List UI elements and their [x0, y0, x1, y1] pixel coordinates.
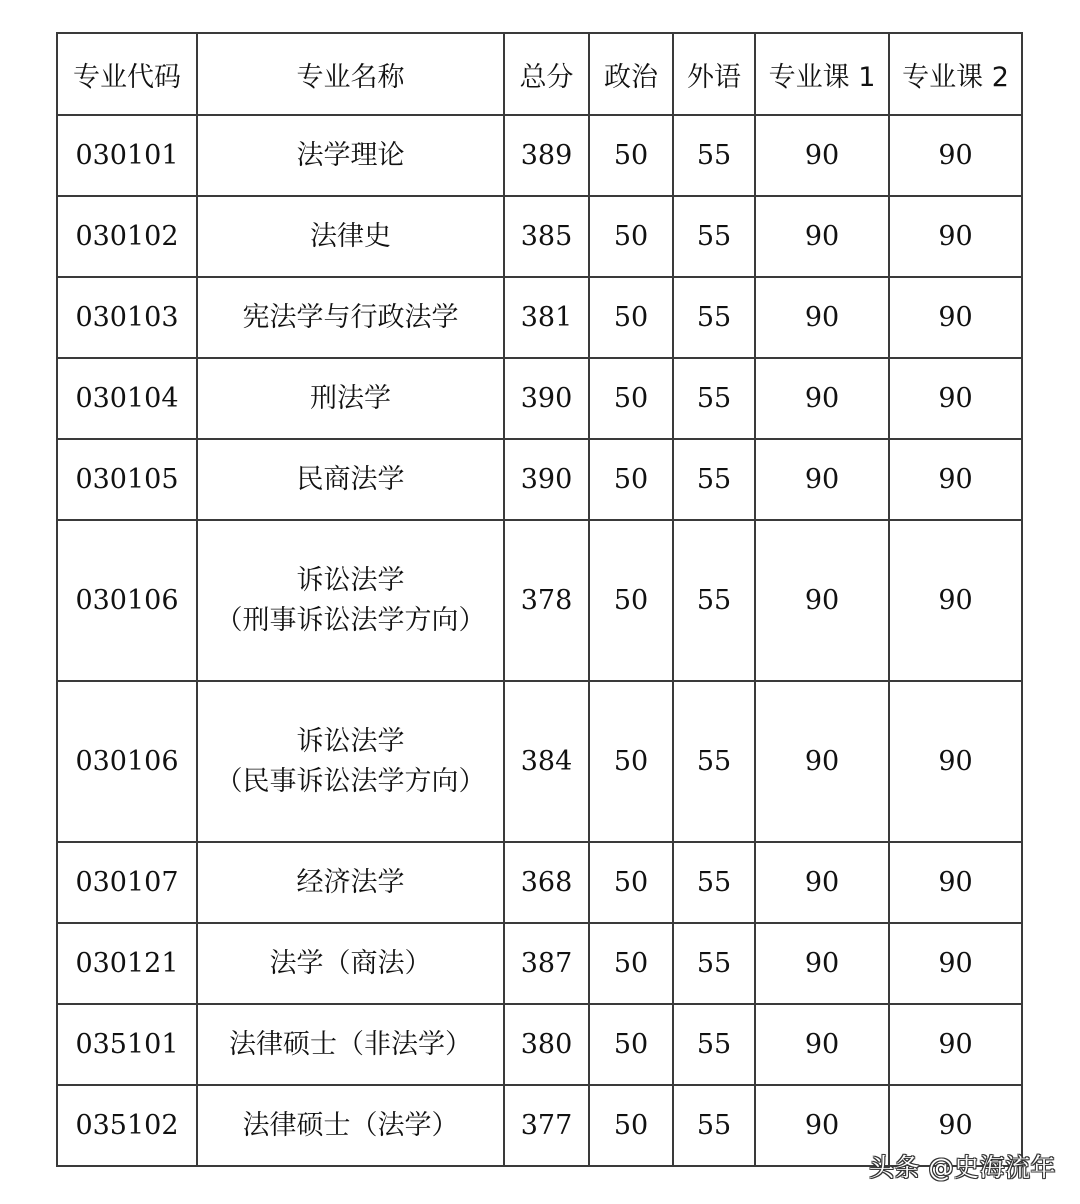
cell-major2: 90 [889, 115, 1022, 196]
cell-language: 55 [673, 1085, 755, 1166]
cell-code: 030107 [57, 842, 197, 923]
table-row [57, 277, 1022, 358]
name-line: 法学（商法） [269, 947, 432, 979]
cell-code: 030105 [57, 439, 197, 520]
cell-major1: 90 [755, 439, 889, 520]
cell-major2: 90 [889, 439, 1022, 520]
cell-major2: 90 [889, 520, 1022, 681]
name-line: 法学理论 [296, 139, 405, 171]
cell-politics: 50 [589, 439, 673, 520]
header-code: 专业代码 [57, 33, 197, 115]
cell-total: 389 [504, 115, 589, 196]
cell-major2: 90 [889, 358, 1022, 439]
header-language: 外语 [673, 33, 755, 115]
cell-name [197, 358, 504, 439]
name-line: （刑事诉讼法学方向） [215, 604, 486, 636]
name-line: 刑法学 [310, 382, 391, 414]
cell-language: 55 [673, 439, 755, 520]
cell-language: 55 [673, 115, 755, 196]
cell-total: 384 [504, 681, 589, 842]
cell-code: 030101 [57, 115, 197, 196]
name-line: 民商法学 [296, 463, 405, 495]
cell-major1: 90 [755, 115, 889, 196]
cell-code: 030121 [57, 923, 197, 1004]
watermark: 头条 @史海流年 [869, 1153, 1056, 1182]
name-line: 法律史 [310, 220, 391, 252]
table-row [57, 1004, 1022, 1085]
cell-total: 385 [504, 196, 589, 277]
cell-major1: 90 [755, 923, 889, 1004]
table-row [57, 115, 1022, 196]
header-name: 专业名称 [197, 33, 504, 115]
table-header [57, 33, 1022, 115]
cell-total: 387 [504, 923, 589, 1004]
cell-name [197, 842, 504, 923]
cell-name [197, 681, 504, 842]
table-row [57, 520, 1022, 681]
cell-name [197, 115, 504, 196]
cell-language: 55 [673, 681, 755, 842]
cell-politics: 50 [589, 1004, 673, 1085]
cell-politics: 50 [589, 681, 673, 842]
cell-code: 030106 [57, 520, 197, 681]
cell-major1: 90 [755, 842, 889, 923]
cell-politics: 50 [589, 520, 673, 681]
cell-major1: 90 [755, 358, 889, 439]
cell-politics: 50 [589, 277, 673, 358]
cell-language: 55 [673, 1004, 755, 1085]
cell-language: 55 [673, 196, 755, 277]
table-row [57, 358, 1022, 439]
cell-total: 380 [504, 1004, 589, 1085]
cell-total: 390 [504, 439, 589, 520]
cell-major1: 90 [755, 1004, 889, 1085]
cell-major2: 90 [889, 923, 1022, 1004]
table-row [57, 923, 1022, 1004]
cell-code: 035101 [57, 1004, 197, 1085]
name-line: 法律硕士（法学） [242, 1109, 459, 1141]
name-line: （民事诉讼法学方向） [215, 765, 486, 797]
cell-major2: 90 [889, 681, 1022, 842]
cell-total: 390 [504, 358, 589, 439]
cell-code: 035102 [57, 1085, 197, 1166]
cell-name [197, 277, 504, 358]
cell-politics: 50 [589, 115, 673, 196]
cell-language: 55 [673, 358, 755, 439]
cell-major1: 90 [755, 277, 889, 358]
cell-code: 030103 [57, 277, 197, 358]
cell-major2: 90 [889, 1085, 1022, 1166]
cell-name [197, 1085, 504, 1166]
name-line: 宪法学与行政法学 [242, 301, 459, 333]
cell-politics: 50 [589, 842, 673, 923]
cell-language: 55 [673, 842, 755, 923]
table-row [57, 842, 1022, 923]
cell-language: 55 [673, 520, 755, 681]
score-table [56, 32, 1023, 1167]
header-total: 总分 [504, 33, 589, 115]
table-body [57, 115, 1022, 1166]
cell-politics: 50 [589, 923, 673, 1004]
cell-language: 55 [673, 923, 755, 1004]
cell-total: 378 [504, 520, 589, 681]
cell-politics: 50 [589, 196, 673, 277]
cell-name [197, 196, 504, 277]
cell-major2: 90 [889, 1004, 1022, 1085]
header-major2: 专业课 2 [889, 33, 1022, 115]
header-politics: 政治 [589, 33, 673, 115]
cell-total: 381 [504, 277, 589, 358]
cell-major2: 90 [889, 277, 1022, 358]
cell-code: 030102 [57, 196, 197, 277]
cell-total: 368 [504, 842, 589, 923]
table-row [57, 681, 1022, 842]
name-line: 诉讼法学 [296, 725, 405, 757]
cell-name [197, 520, 504, 681]
cell-total: 377 [504, 1085, 589, 1166]
header-major1: 专业课 1 [755, 33, 889, 115]
cell-major2: 90 [889, 196, 1022, 277]
cell-name [197, 439, 504, 520]
cell-major2: 90 [889, 842, 1022, 923]
cell-code: 030104 [57, 358, 197, 439]
cell-politics: 50 [589, 358, 673, 439]
cell-politics: 50 [589, 1085, 673, 1166]
cell-language: 55 [673, 277, 755, 358]
cell-major1: 90 [755, 520, 889, 681]
cell-major1: 90 [755, 1085, 889, 1166]
name-line: 经济法学 [296, 866, 405, 898]
header-row [57, 33, 1022, 115]
name-line: 诉讼法学 [296, 564, 405, 596]
cell-major1: 90 [755, 196, 889, 277]
cell-name [197, 1004, 504, 1085]
table-row [57, 196, 1022, 277]
table-row [57, 439, 1022, 520]
cell-name [197, 923, 504, 1004]
name-line: 法律硕士（非法学） [229, 1028, 472, 1060]
cell-major1: 90 [755, 681, 889, 842]
cell-code: 030106 [57, 681, 197, 842]
